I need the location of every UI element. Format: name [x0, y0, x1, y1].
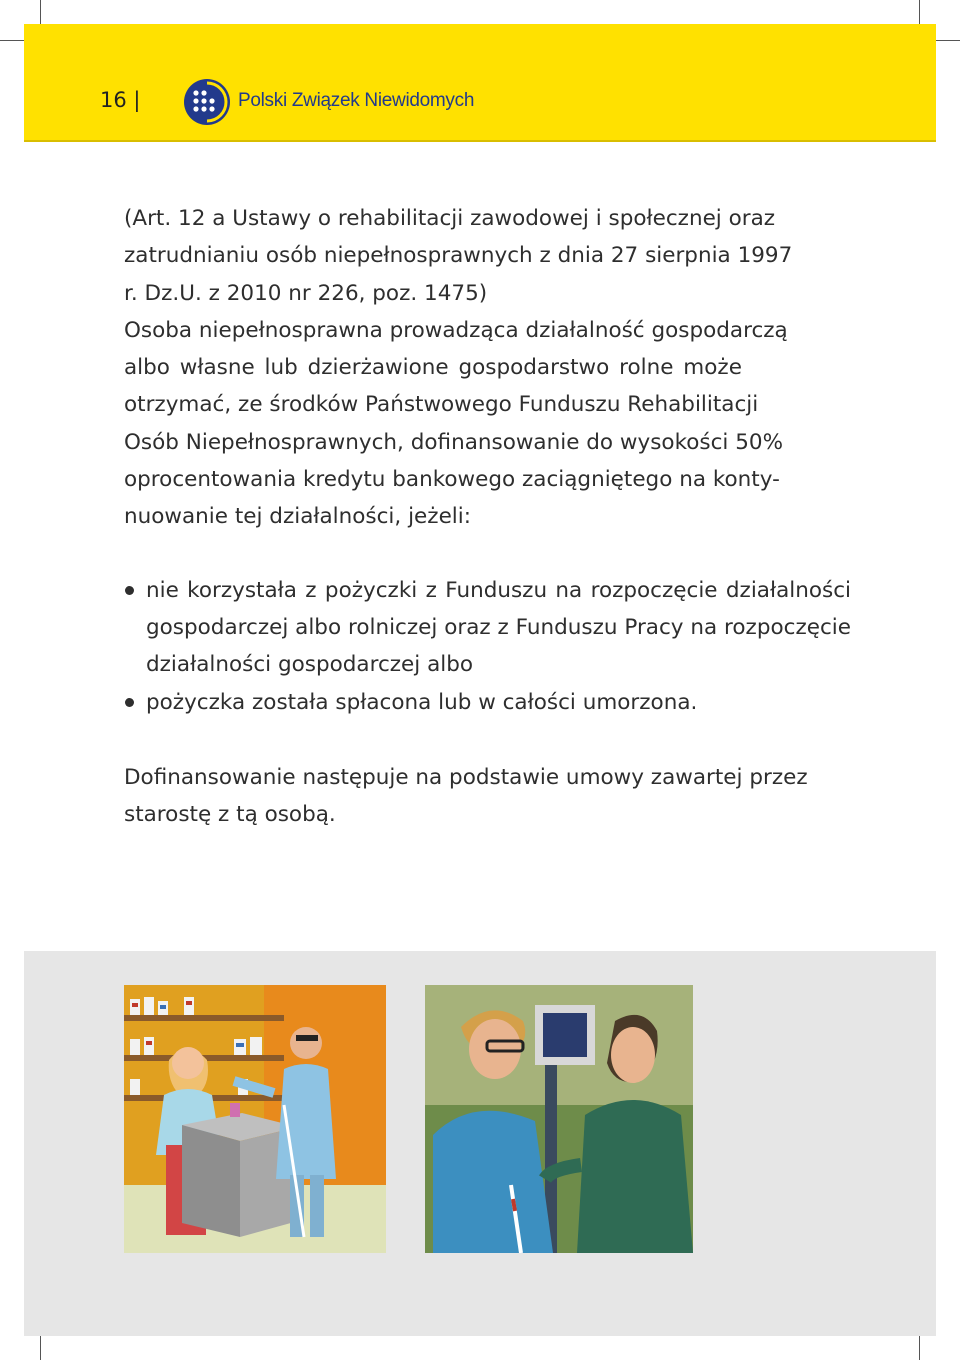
text-line: oprocentowania kredytu bankowego zaciągniętego na konty- [124, 467, 780, 493]
pharmacy-illustration [124, 985, 386, 1253]
guided-walk-illustration [425, 985, 693, 1253]
text-line: Osoba niepełnosprawna prowadząca działalność gospodarczą [124, 317, 788, 343]
text-line: nuowanie tej działalności, jeżeli: [124, 504, 471, 530]
text-line: otrzymać, ze środków Państwowego Funduszu Rehabilitacji [124, 392, 759, 418]
page-header [24, 24, 936, 142]
crop-mark [936, 40, 960, 41]
text-line: zatrudnianiu osób niepełnosprawnych z dnia 27 sierpnia 1997 [124, 243, 793, 269]
pzn-logo-icon [183, 78, 231, 130]
crop-mark [919, 1336, 920, 1360]
text-line: albo własne lub dzierżawione gospodarstwo rolne może [124, 355, 742, 381]
page-number: 16 | [100, 88, 141, 112]
closing-paragraph: Dofinansowanie następuje na podstawie umowy zawartej przez starostę z tą osobą. [124, 764, 808, 828]
conditions-list [124, 572, 851, 721]
list-item: nie korzystała z pożyczki z Funduszu na rozpoczęcie działalności gospodarczej albo rolniczej oraz z Funduszu Pracy na rozpoczęcie działalności gospodarczej albo [124, 572, 851, 684]
intro-paragraph [124, 200, 851, 536]
crop-mark [40, 0, 41, 24]
text-line: Osób Niepełnosprawnych, dofinansowanie do wysokości 50% [124, 429, 784, 455]
crop-mark [40, 1336, 41, 1360]
crop-mark [919, 0, 920, 24]
list-item: pożyczka została spłacona lub w całości umorzona. [124, 684, 851, 721]
organization-name: Polski Związek Niewidomych [238, 90, 475, 111]
crop-mark [0, 40, 24, 41]
article-body [124, 200, 851, 833]
text-line: (Art. 12 a Ustawy o rehabilitacji zawodowej i społecznej oraz [124, 206, 776, 231]
text-line: r. Dz.U. z 2010 nr 226, poz. 1475) [124, 280, 488, 306]
